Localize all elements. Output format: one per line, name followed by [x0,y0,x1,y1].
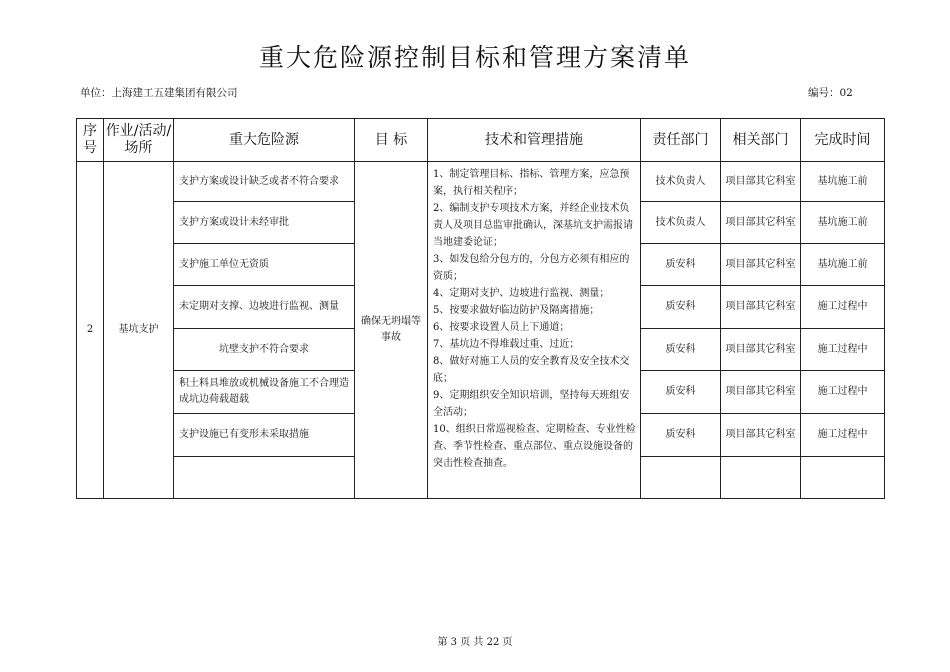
hazard-control-table [76,118,885,499]
time-cell: 施工过程中 [801,329,885,371]
empty-cell [641,457,721,499]
related-cell: 项目部其它科室 [721,202,801,244]
measure-item: 3、如发包给分包方的，分包方必须有相应的资质； [433,254,630,282]
measure-item: 6、按要求设置人员上下通道； [433,322,570,333]
activity-cell: 基坑支护 [104,162,174,499]
related-cell: 项目部其它科室 [721,414,801,457]
header-hazard: 重大危险源 [174,119,355,162]
responsible-cell: 质安科 [641,329,721,371]
related-cell: 项目部其它科室 [721,286,801,329]
hazard-cell: 支护设施已有变形未采取措施 [174,414,355,457]
measure-item: 5、按要求做好临边防护及隔离措施； [433,305,600,316]
measure-item: 7、基坑边不得堆载过重、过近； [433,339,580,350]
header-responsible-dept: 责任部门 [641,119,721,162]
responsible-cell: 技术负责人 [641,162,721,202]
time-cell: 基坑施工前 [801,202,885,244]
related-cell: 项目部其它科室 [721,244,801,286]
related-cell: 项目部其它科室 [721,162,801,202]
table-header-row [77,119,885,162]
responsible-cell: 技术负责人 [641,202,721,244]
related-cell: 项目部其它科室 [721,371,801,414]
header-seq: 序号 [77,119,104,162]
hazard-cell: 积土料具堆放或机械设备施工不合理造成坑边荷载超载 [174,371,355,414]
time-cell: 基坑施工前 [801,244,885,286]
page-title: 重大危险源控制目标和管理方案清单 [258,43,691,72]
time-cell: 施工过程中 [801,371,885,414]
unit-label: 单位：上海建工五建集团有限公司 [80,87,238,99]
responsible-cell: 质安科 [641,414,721,457]
hazard-cell: 支护方案或设计未经审批 [174,202,355,244]
measures-cell [428,162,641,499]
time-cell: 施工过程中 [801,414,885,457]
empty-cell [721,457,801,499]
measure-item: 9、定期组织安全知识培训，坚持每天班组安全活动； [433,390,630,418]
related-cell: 项目部其它科室 [721,329,801,371]
header-completion-time: 完成时间 [801,119,885,162]
page-footer: 第 3 页 共 22 页 [437,637,513,648]
document-number: 编号：02 [808,87,853,99]
measure-item: 8、做好对施工人员的安全教育及安全技术交底； [433,356,630,384]
hazard-cell: 未定期对支撑、边坡进行监视、测量 [174,286,355,329]
header-related-dept: 相关部门 [721,119,801,162]
goal-cell: 确保无坍塌等事故 [355,162,428,499]
header-measures: 技术和管理措施 [428,119,641,162]
measure-item: 1、制定管理目标、指标、管理方案，应急预案，执行相关程序； [433,169,630,197]
table-row [77,162,885,202]
responsible-cell: 质安科 [641,244,721,286]
measure-item: 2、编制支护专项技术方案，并经企业技术负责人及项目总监审批确认，深基坑支护需报请当地建委论证； [433,203,633,248]
measure-item: 4、定期对支护、边坡进行监视、测量； [433,288,610,299]
measure-item: 10、组织日常巡视检查、定期检查、专业性检查、季节性检查、重点部位、重点设施设备的突击性检查抽查。 [433,424,636,469]
hazard-cell: 支护方案或设计缺乏或者不符合要求 [174,162,355,202]
hazard-cell: 坑壁支护不符合要求 [174,329,355,371]
header-goal: 目 标 [355,119,428,162]
header-activity: 作业/活动/场所 [104,119,174,162]
time-cell: 基坑施工前 [801,162,885,202]
hazard-cell: 支护施工单位无资质 [174,244,355,286]
time-cell: 施工过程中 [801,286,885,329]
responsible-cell: 质安科 [641,371,721,414]
empty-cell [174,457,355,499]
responsible-cell: 质安科 [641,286,721,329]
empty-cell [801,457,885,499]
seq-cell: 2 [77,162,104,499]
